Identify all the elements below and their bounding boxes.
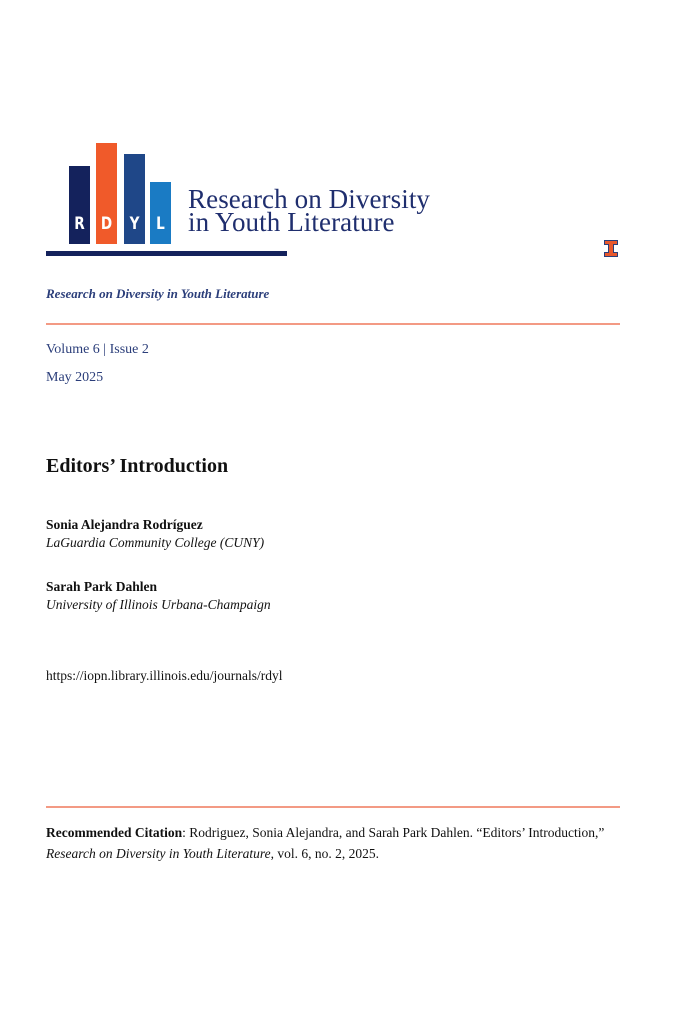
logo-letter-y: Y (129, 214, 140, 234)
illinois-block-i-icon (604, 240, 618, 257)
divider-top (46, 323, 620, 325)
volume-issue: Volume 6 | Issue 2 (46, 342, 149, 357)
divider-bottom (46, 806, 620, 808)
citation-journal: Research on Diversity in Youth Literature (46, 846, 271, 861)
journal-url-link[interactable]: https://iopn.library.illinois.edu/journals/rdyl (46, 668, 283, 683)
author-name: Sonia Alejandra Rodríguez (46, 517, 203, 532)
logo-letter-r: R (74, 214, 85, 234)
author-block (46, 516, 264, 552)
article-title: Editors’ Introduction (46, 455, 229, 477)
recommended-citation (46, 822, 626, 864)
author-affiliation: University of Illinois Urbana-Champaign (46, 597, 271, 612)
logo-bar-y (123, 153, 146, 245)
publication-date: May 2025 (46, 370, 104, 385)
logo-bar-r (68, 165, 91, 245)
author-affiliation: LaGuardia Community College (CUNY) (46, 535, 265, 550)
logo-bar-l (149, 181, 172, 245)
author-block (46, 578, 271, 614)
logo-letter-d: D (100, 214, 113, 234)
citation-label: Recommended Citation (46, 825, 183, 840)
logo-base-bar (46, 251, 287, 256)
citation-details: , vol. 6, no. 2, 2025. (270, 846, 379, 861)
rdyl-logo (46, 140, 446, 260)
logo-title-line2: in Youth Literature (188, 207, 395, 237)
logo-bar-d (95, 142, 118, 245)
journal-name: Research on Diversity in Youth Literature (46, 286, 270, 301)
logo-title-line1: Research on Diversity (188, 184, 431, 214)
logo-title (188, 184, 431, 237)
logo-letter-l: L (156, 214, 165, 234)
citation-text: : Rodriguez, Sonia Alejandra, and Sarah Park Dahlen. “Editors’ Introduction,” (182, 825, 605, 840)
author-name: Sarah Park Dahlen (46, 579, 158, 594)
